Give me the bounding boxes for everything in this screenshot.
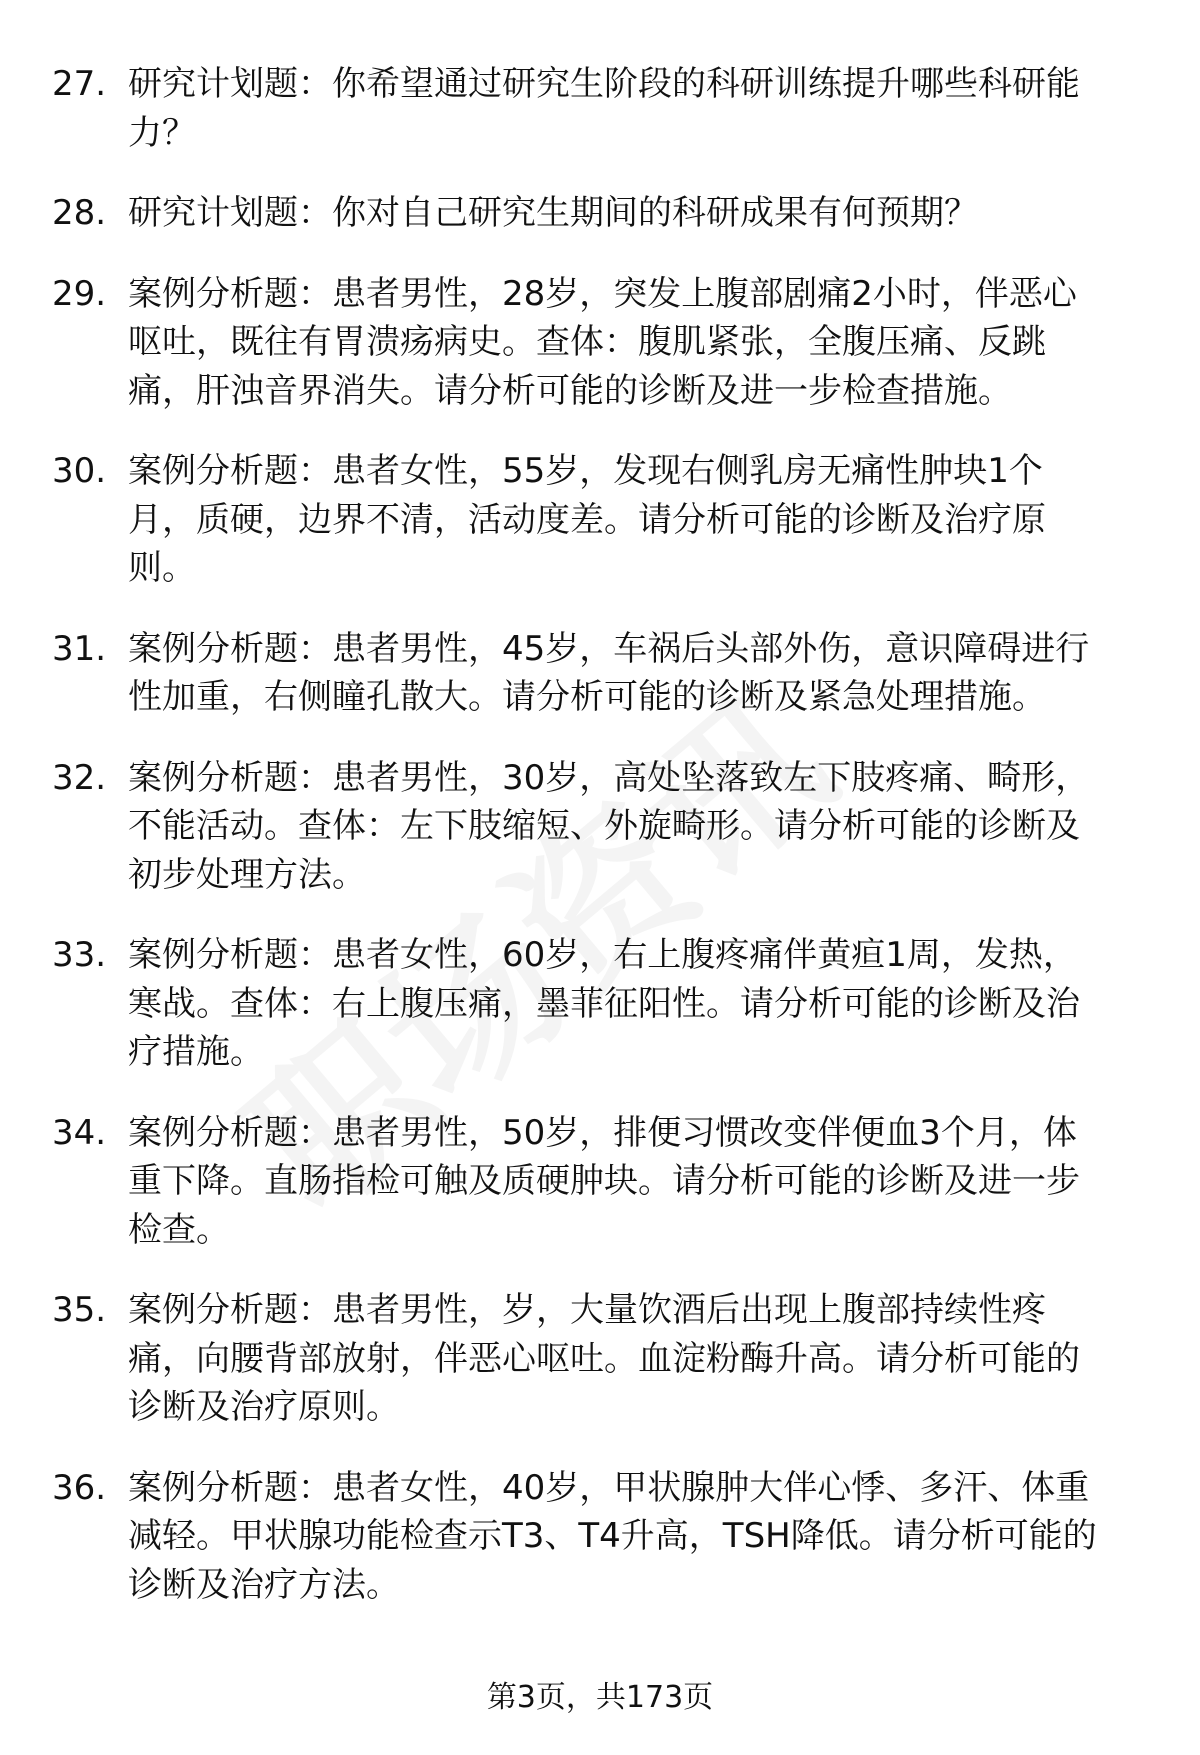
question-text-line: 研究计划题：你希望通过研究生阶段的科研训练提升哪些科研能 (128, 64, 1080, 104)
question-item (0, 625, 1200, 722)
question-text-line: 案例分析题：患者女性，40岁，甲状腺肿大伴心悸、多汗、体重 (128, 1467, 1090, 1508)
question-text-line: 案例分析题：患者男性，28岁，突发上腹部剧痛2小时，伴恶心 (128, 273, 1077, 314)
question-text-line: 不能活动。查体：左下肢缩短、外旋畸形。请分析可能的诊断及 (128, 806, 1080, 846)
question-item (0, 1464, 1200, 1610)
question-number: 28. (52, 193, 107, 233)
question-text-line: 疗措施。 (128, 1032, 264, 1072)
question-list (0, 60, 1200, 1641)
question-number: 33. (52, 935, 107, 975)
question-text-line: 研究计划题：你对自己研究生期间的科研成果有何预期？ (128, 193, 978, 233)
question-text (128, 60, 1200, 157)
question-item (0, 60, 1200, 157)
question-text (128, 931, 1200, 1077)
question-number: 36. (52, 1467, 107, 1508)
question-number: 29. (52, 273, 107, 314)
question-number: 27. (52, 64, 107, 104)
question-text-line: 重下降。直肠指检可触及质硬肿块。请分析可能的诊断及进一步 (128, 1161, 1080, 1201)
question-text-line: 案例分析题：患者男性，岁，大量饮酒后出现上腹部持续性疼 (128, 1290, 1046, 1330)
question-text-line: 检查。 (128, 1209, 230, 1250)
question-text-line: 性加重，右侧瞳孔散大。请分析可能的诊断及紧急处理措施。 (128, 677, 1046, 717)
question-text-line: 案例分析题：患者男性，50岁，排便习惯改变伴便血3个月，体 (128, 1112, 1077, 1153)
question-item (0, 189, 1200, 238)
question-number: 35. (52, 1290, 107, 1330)
question-text-line: 案例分析题：患者女性，55岁，发现右侧乳房无痛性肿块1个 (128, 451, 1043, 491)
question-number: 34. (52, 1112, 107, 1153)
question-text-line: 力？ (128, 112, 196, 153)
question-text-line: 案例分析题：患者男性，30岁，高处坠落致左下肢疼痛、畸形， (128, 757, 1090, 798)
question-text-line: 初步处理方法。 (128, 854, 366, 895)
question-text (128, 754, 1200, 900)
question-number: 31. (52, 628, 107, 669)
question-text-line: 寒战。查体：右上腹压痛，墨菲征阳性。请分析可能的诊断及治 (128, 983, 1080, 1024)
question-item (0, 447, 1200, 593)
question-item (0, 931, 1200, 1077)
question-text-line: 痛，向腰背部放射，伴恶心呕吐。血淀粉酶升高。请分析可能的 (128, 1338, 1080, 1379)
question-text (128, 625, 1200, 722)
page-number: 第3页，共173页 (486, 1680, 714, 1715)
question-text (128, 1464, 1200, 1610)
question-number: 32. (52, 757, 107, 798)
question-text (128, 270, 1200, 416)
question-item (0, 1109, 1200, 1255)
question-text (128, 189, 1200, 238)
question-text-line: 月，质硬，边界不清，活动度差。请分析可能的诊断及治疗原 (128, 499, 1046, 540)
question-text (128, 1286, 1200, 1432)
question-text-line: 案例分析题：患者男性，45岁，车祸后头部外伤，意识障碍进行 (128, 628, 1090, 669)
question-item (0, 1286, 1200, 1432)
question-number: 30. (52, 451, 107, 491)
question-text-line: 呕吐，既往有胃溃疡病史。查体：腹肌紧张，全腹压痛、反跳 (128, 322, 1046, 362)
question-text-line: 诊断及治疗原则。 (128, 1387, 400, 1427)
question-text-line: 痛，肝浊音界消失。请分析可能的诊断及进一步检查措施。 (128, 370, 1012, 411)
question-item (0, 270, 1200, 416)
question-text-line: 则。 (128, 548, 196, 588)
question-text-line: 减轻。甲状腺功能检查示T3、T4升高，TSH降低。请分析可能的 (128, 1516, 1097, 1556)
question-text-line: 诊断及治疗方法。 (128, 1564, 400, 1605)
question-text-line: 案例分析题：患者女性，60岁，右上腹疼痛伴黄疸1周，发热， (128, 935, 1077, 975)
question-text (128, 1109, 1200, 1255)
question-text (128, 447, 1200, 593)
question-item (0, 754, 1200, 900)
